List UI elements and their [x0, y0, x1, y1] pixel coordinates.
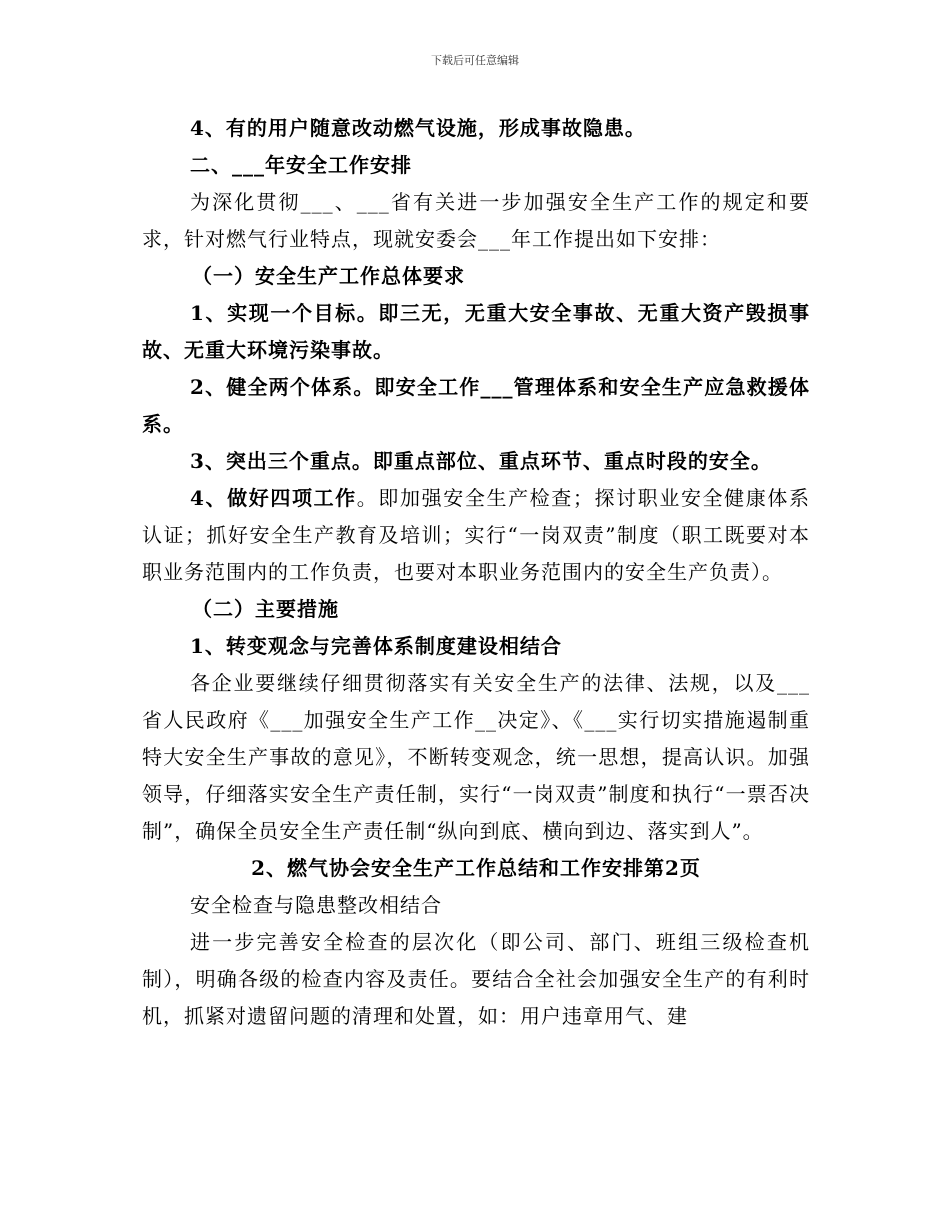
intro-paragraph: 为深化贯彻___、___省有关进一步加强安全生产工作的规定和要求，针对燃气行业特点，现就安委会___年工作提出如下安排： [142, 190, 810, 251]
section-heading-work-arrangement: 二、___年安全工作安排 [190, 153, 412, 177]
measure-heading-inspection: 安全检查与隐患整改相结合 [190, 893, 442, 917]
measure-paragraph-concepts: 各企业要继续仔细贯彻落实有关安全生产的法律、法规，以及___省人民政府《___加强安全生产工作__决定》、《___实行切实措施遏制重特大安全生产事故的意见》，不断转变观念，统一思想，提高认识。加强领导，仔细落实安全生产责任制，实行“一岗双责”制度和执行“一票否决制”，确保全员安全生产责任制“纵向到底、横向到边、落实到人”。 [142, 671, 810, 843]
list-item-four-tasks [142, 480, 810, 591]
list-item-user-alteration: 4、有的用户随意改动燃气设施，形成事故隐患。 [190, 116, 646, 140]
measure-heading-concepts: 1、转变观念与完善体系制度建设相结合 [190, 634, 562, 658]
subheading-main-measures: （二）主要措施 [192, 597, 339, 621]
list-item-four-tasks-body: 。即加强安全生产检查；探讨职业安全健康体系认证；抓好安全生产教育及培训；实行“一岗双责”制度（职工既要对本职业务范围内的工作负责，也要对本职业务范围内的安全生产负责）。 [142, 486, 810, 584]
list-item-two-systems: 2、健全两个体系。即安全工作___管理体系和安全生产应急救援体系。 [142, 375, 810, 436]
page-break-title: 2、燃气协会安全生产工作总结和工作安排第2页 [251, 856, 701, 880]
subheading-general-requirements: （一）安全生产工作总体要求 [192, 264, 465, 288]
list-item-four-tasks-lead: 4、做好四项工作 [190, 486, 357, 510]
list-item-three-focuses: 3、突出三个重点。即重点部位、重点环节、重点时段的安全。 [190, 449, 772, 473]
measure-paragraph-inspection: 进一步完善安全检查的层次化（即公司、部门、班组三级检查机制），明确各级的检查内容及责任。要结合全社会加强安全生产的有利时机，抓紧对遗留问题的清理和处置，如：用户违章用气、建 [142, 930, 810, 1028]
document-body [142, 110, 810, 1035]
page-header: 下载后可任意编辑 [431, 54, 519, 67]
list-item-one-goal: 1、实现一个目标。即三无，无重大安全事故、无重大资产毁损事故、无重大环境污染事故。 [142, 301, 810, 362]
